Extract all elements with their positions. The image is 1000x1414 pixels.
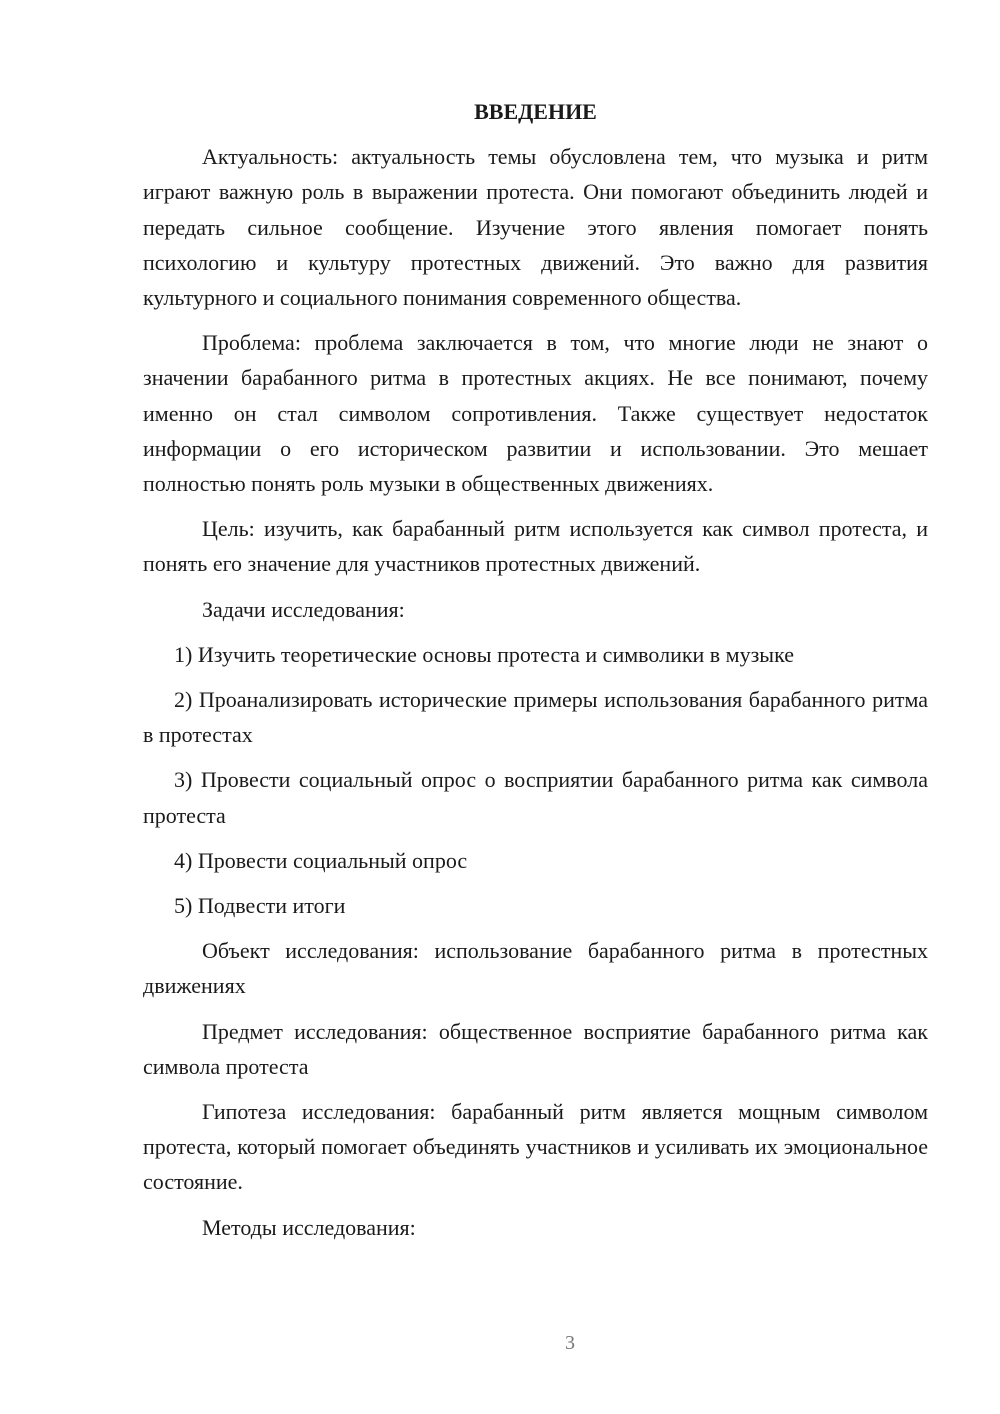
tasks-heading: Задачи исследования:: [202, 596, 405, 622]
page-number: 3: [565, 1332, 575, 1354]
subject-paragraph: Предмет исследования: общественное восприятие барабанного ритма как символа протеста: [143, 1018, 928, 1079]
task-item-2: 2) Проанализировать исторические примеры использования барабанного ритма в протестах: [143, 687, 928, 748]
object-paragraph: Объект исследования: использование барабанного ритма в протестных движениях: [143, 938, 928, 999]
problem-paragraph: Проблема: проблема заключается в том, что многие люди не знают о значении барабанного ритма в протестных акциях. Не все понимают, почему именно он стал символом сопротивления. Также существует недостаток информации о его историческом развитии и использовании. Это мешает полностью понять роль музыки в общественных движениях.: [143, 330, 928, 497]
task-item-5: 5) Подвести итоги: [174, 893, 346, 919]
task-item-3: 3) Провести социальный опрос о восприятии барабанного ритма как символа протеста: [143, 767, 928, 828]
hypothesis-paragraph: Гипотеза исследования: барабанный ритм является мощным символом протеста, который помогает объединять участников и усиливать их эмоциональное состояние.: [143, 1099, 928, 1195]
document-body: [143, 94, 928, 1255]
section-title: ВВЕДЕНИЕ: [474, 99, 597, 124]
methods-heading: Методы исследования:: [202, 1214, 416, 1240]
task-item-4: 4) Провести социальный опрос: [174, 847, 468, 873]
task-item-1: 1) Изучить теоретические основы протеста и символики в музыке: [174, 641, 794, 667]
relevance-paragraph: Актуальность: актуальность темы обусловлена тем, что музыка и ритм играют важную роль в выражении протеста. Они помогают объединить людей и передать сильное сообщение. Изучение этого явления помогает понять психологию и культуру протестных движений. Это важно для развития культурного и социального понимания современного общества.: [143, 144, 928, 311]
goal-paragraph: Цель: изучить, как барабанный ритм используется как символ протеста, и понять его значение для участников протестных движений.: [143, 516, 928, 577]
